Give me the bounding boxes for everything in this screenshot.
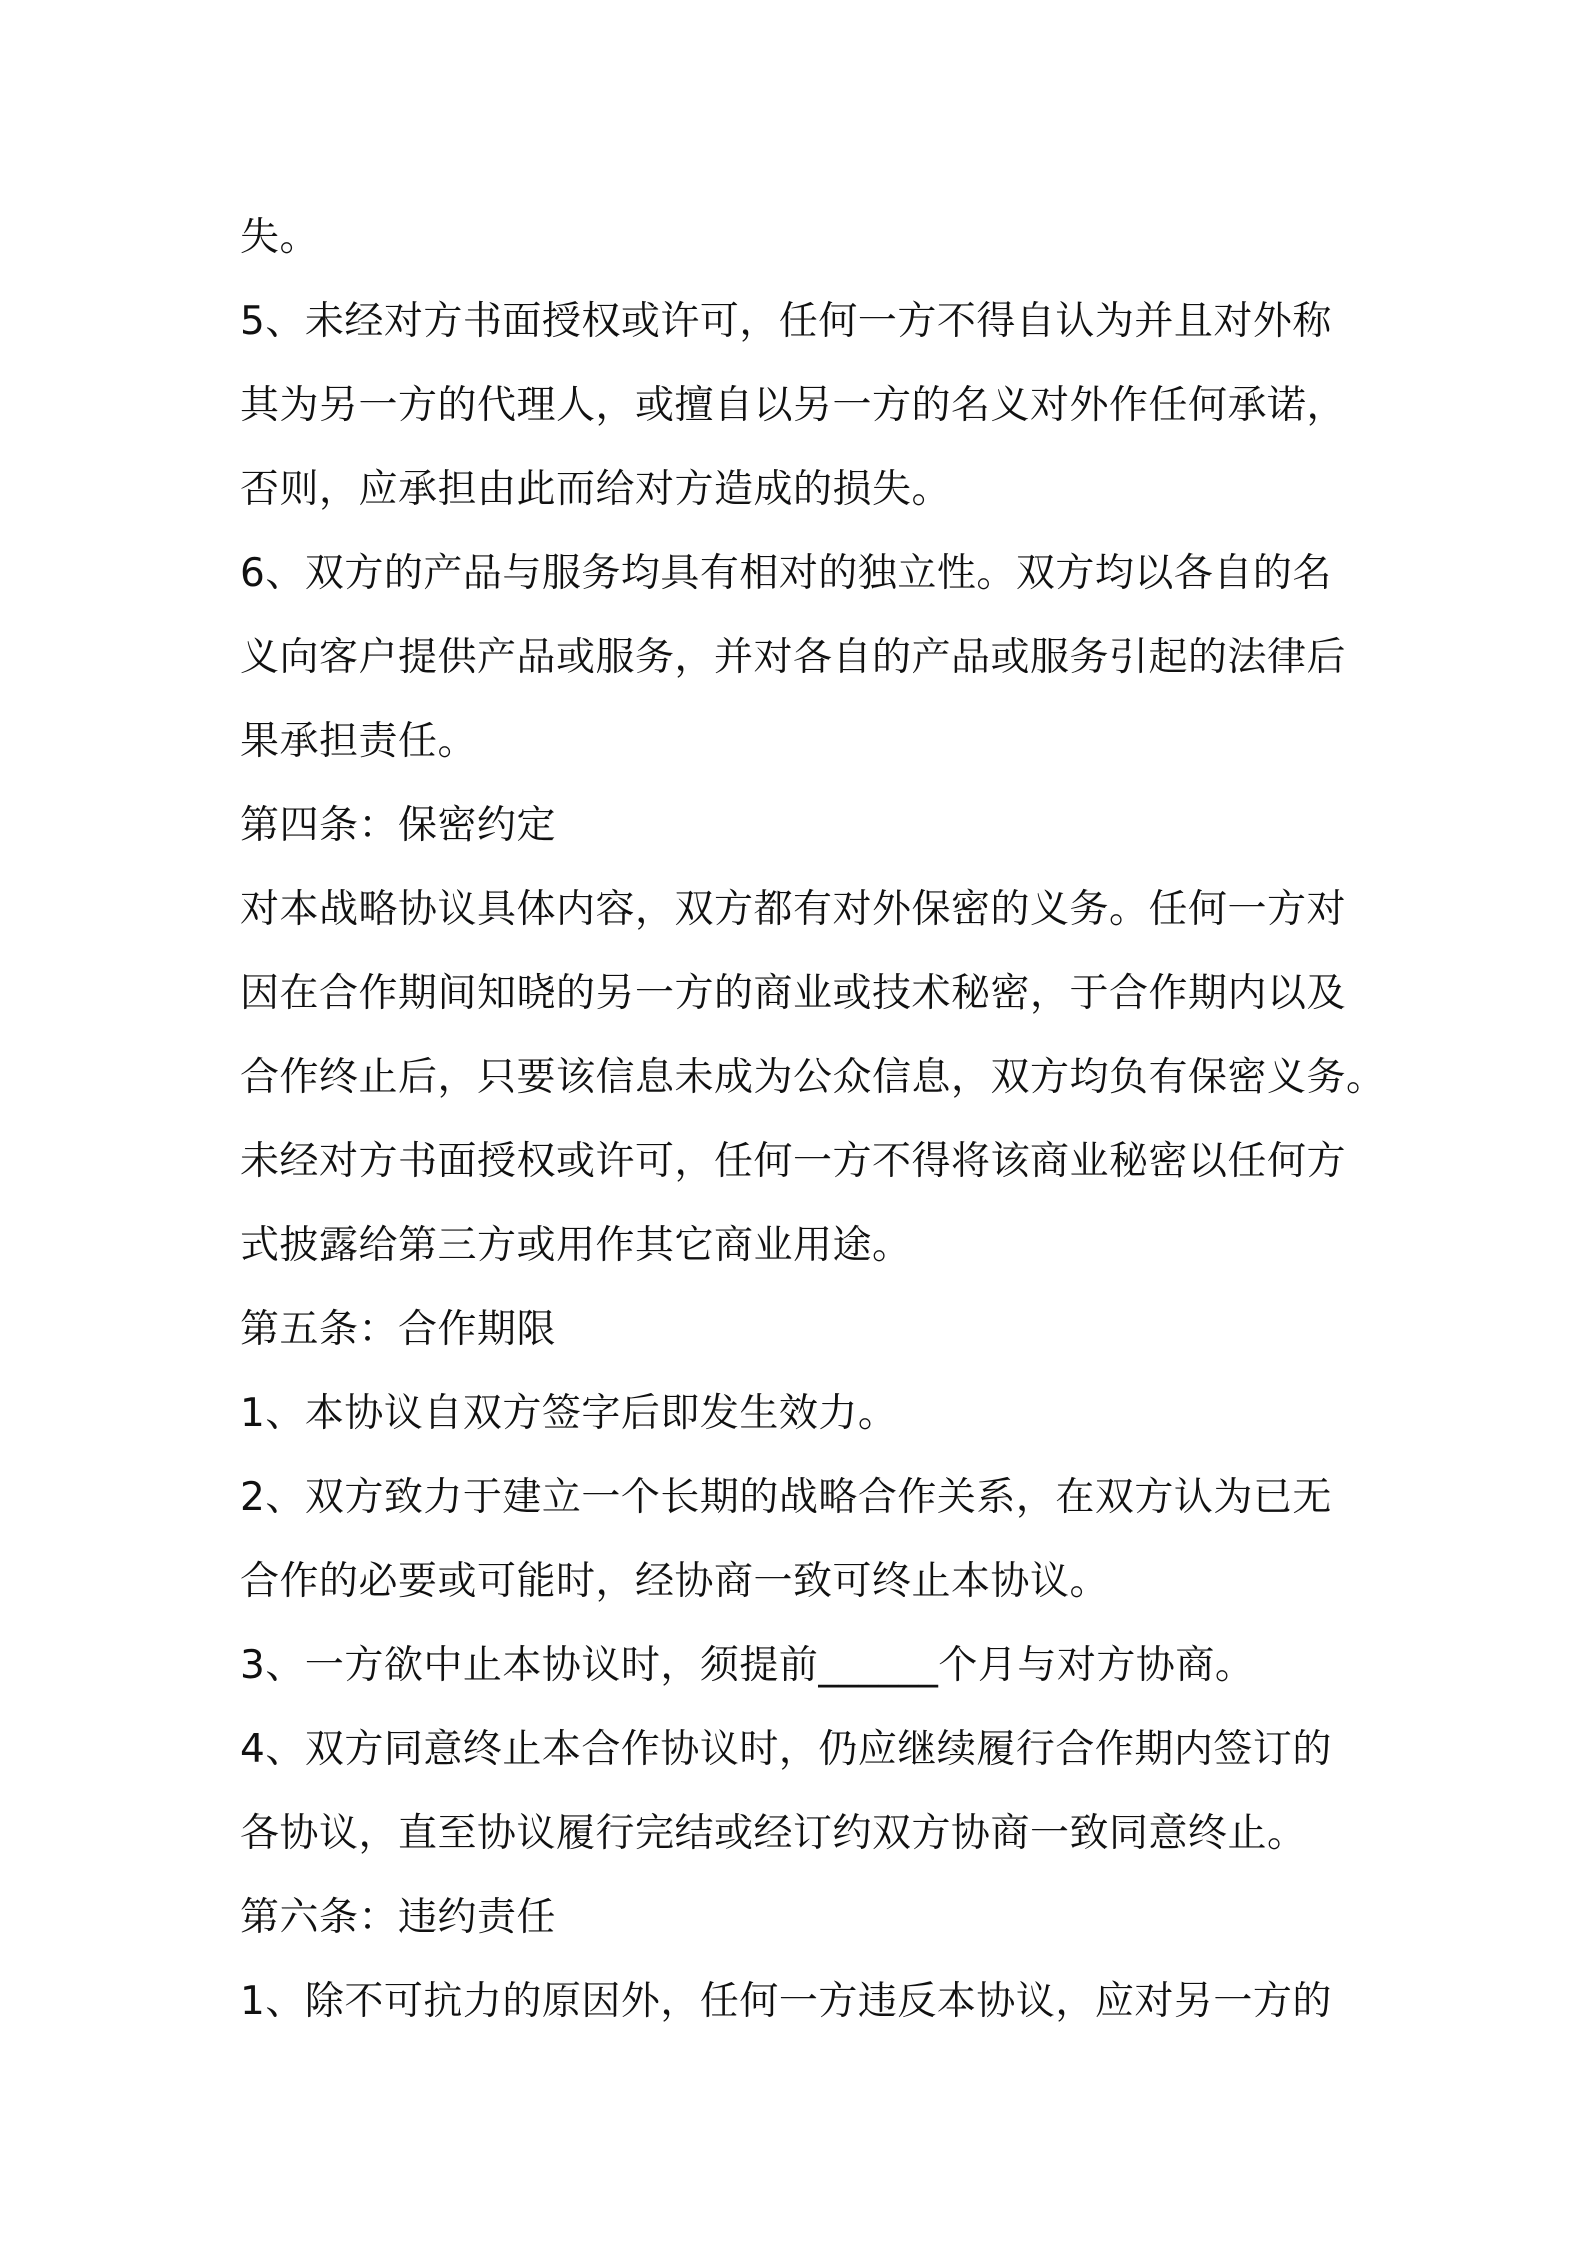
text-line-continuation: 失。 (240, 215, 320, 260)
article-4-heading: 第四条：保密约定 (240, 803, 557, 848)
clause-5-3: 3、一方欲中止本协议时，须提前______个月与对方协商。 (240, 1643, 1255, 1688)
article-4-line-2: 因在合作期间知晓的另一方的商业或技术秘密，于合作期内以及 (240, 971, 1347, 1016)
article-4-line-4: 未经对方书面授权或许可，任何一方不得将该商业秘密以任何方 (240, 1139, 1347, 1184)
clause-3-6-line-2: 义向客户提供产品或服务，并对各自的产品或服务引起的法律后 (240, 635, 1347, 680)
clause-3-5-line-3: 否则，应承担由此而给对方造成的损失。 (240, 467, 952, 512)
article-4-line-3: 合作终止后，只要该信息未成为公众信息，双方均负有保密义务。 (240, 1055, 1386, 1100)
clause-3-5-line-2: 其为另一方的代理人，或擅自以另一方的名义对外作任何承诺， (240, 383, 1347, 428)
article-4-line-1: 对本战略协议具体内容，双方都有对外保密的义务。任何一方对 (240, 887, 1347, 932)
clause-5-2-line-1: 2、双方致力于建立一个长期的战略合作关系，在双方认为已无 (240, 1475, 1332, 1520)
clause-5-2-line-2: 合作的必要或可能时，经协商一致可终止本协议。 (240, 1559, 1110, 1604)
article-6-heading: 第六条：违约责任 (240, 1895, 557, 1940)
clause-5-4-line-1: 4、双方同意终止本合作协议时，仍应继续履行合作期内签订的 (240, 1727, 1332, 1772)
document-page (240, 196, 1386, 2044)
article-4-line-5: 式披露给第三方或用作其它商业用途。 (240, 1223, 912, 1268)
clause-5-4-line-2: 各协议，直至协议履行完结或经订约双方协商一致同意终止。 (240, 1811, 1307, 1856)
clause-3-5-line-1: 5、未经对方书面授权或许可，任何一方不得自认为并且对外称 (240, 299, 1332, 344)
clause-6-1-line-1: 1、除不可抗力的原因外，任何一方违反本协议，应对另一方的 (240, 1979, 1332, 2024)
clause-3-6-line-1: 6、双方的产品与服务均具有相对的独立性。双方均以各自的名 (240, 551, 1332, 596)
clause-3-6-line-3: 果承担责任。 (240, 719, 478, 764)
article-5-heading: 第五条：合作期限 (240, 1307, 557, 1352)
clause-5-1: 1、本协议自双方签字后即发生效力。 (240, 1391, 898, 1436)
